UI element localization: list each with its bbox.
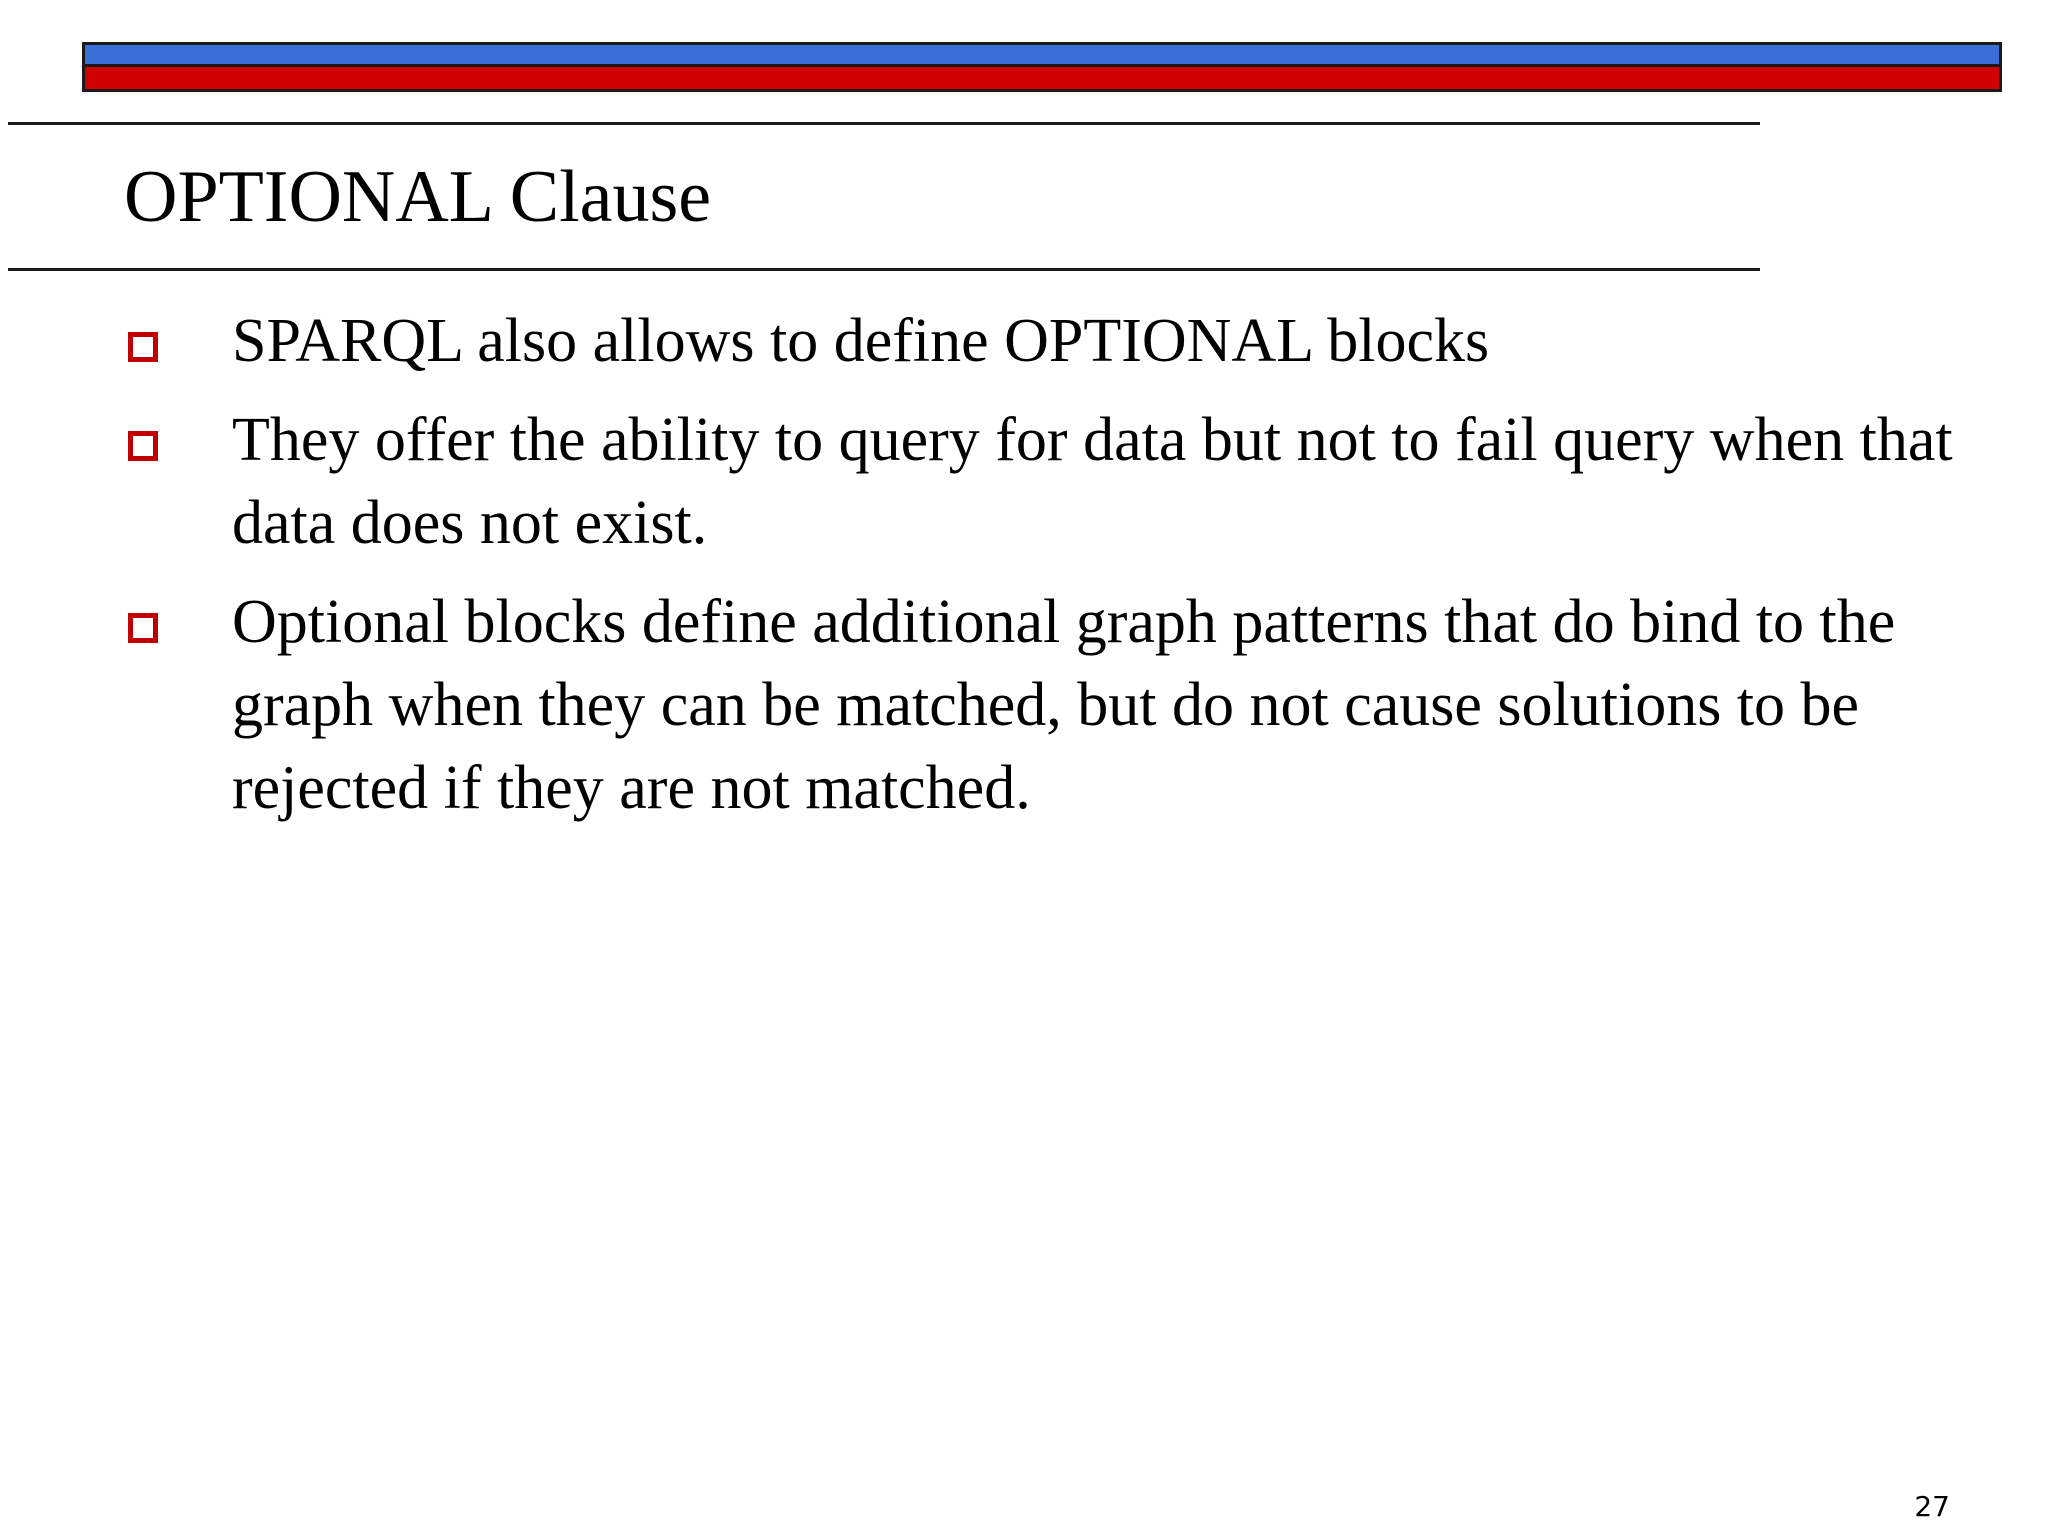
bullet-text: They offer the ability to query for data but not to fail query when that data does not exist. — [232, 406, 1953, 557]
slide-title: OPTIONAL Clause — [124, 156, 712, 238]
bullet-list — [0, 300, 2048, 846]
page-number: 27 — [1914, 1490, 1950, 1523]
header-band-red — [82, 64, 2002, 92]
hollow-square-bullet-icon — [128, 332, 158, 362]
bullet-text: Optional blocks define additional graph patterns that do bind to the graph when they can be matched, but do not cause solutions to be rejected if they are not matched. — [232, 588, 1896, 822]
hollow-square-bullet-icon — [128, 431, 158, 461]
title-rule-bottom — [8, 268, 1760, 271]
bullet-text: SPARQL also allows to define OPTIONAL blocks — [232, 307, 1490, 375]
header-band-blue — [82, 42, 2002, 64]
bullet-item — [0, 581, 1992, 830]
bullet-item — [0, 300, 1992, 383]
title-rule-top — [8, 122, 1760, 125]
bullet-item — [0, 399, 1992, 565]
hollow-square-bullet-icon — [128, 613, 158, 643]
